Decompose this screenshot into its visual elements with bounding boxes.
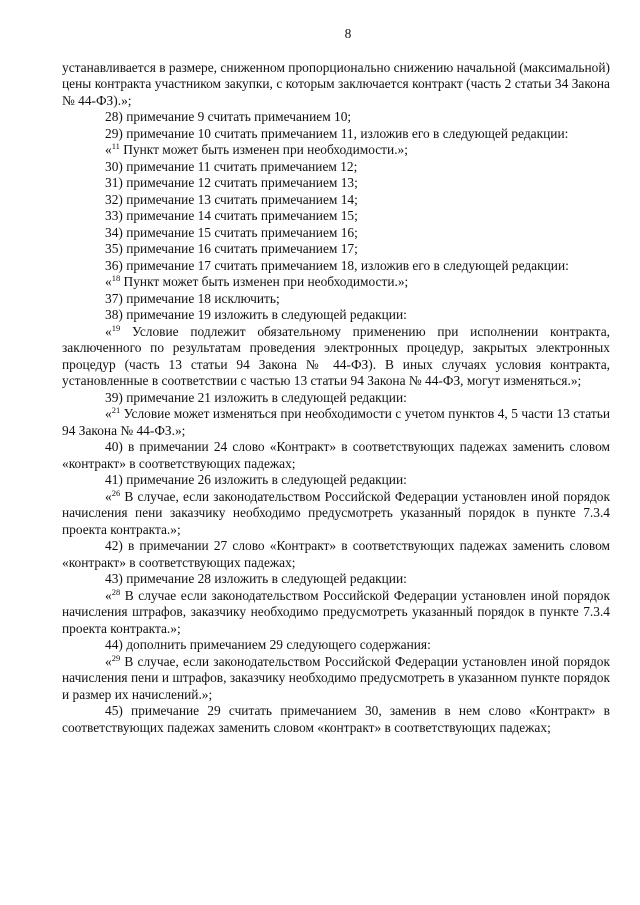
paragraph	[62, 175, 610, 192]
paragraph	[62, 406, 610, 439]
paragraph-text: Пункт может быть изменен при необходимости.»;	[119, 142, 408, 157]
paragraph	[62, 489, 610, 539]
paragraph-text: 42) в примечании 27 слово «Контракт» в соответствующих падежах заменить словом «контракт» в соответствующих падежах;	[62, 538, 610, 570]
quote-open: «	[105, 274, 112, 289]
paragraph-text: 34) примечание 15 считать примечанием 16;	[105, 224, 358, 240]
footnote-number: 29	[111, 652, 121, 663]
paragraph	[62, 208, 610, 225]
paragraph	[62, 588, 610, 638]
paragraph-text: 39) примечание 21 изложить в следующей редакции:	[105, 389, 407, 405]
paragraph-text: устанавливается в размере, сниженном пропорционально снижению начальной (максимальной) цены контракта участником закупки, с которым заключается контракт (часть 2 статьи 34 Закона № 44-ФЗ).»;	[62, 59, 610, 108]
paragraph-text: 36) примечание 17 считать примечанием 18, изложив его в следующей редакции:	[105, 257, 569, 273]
footnote-number: 28	[111, 586, 121, 597]
quote-open: «	[105, 406, 112, 421]
paragraph	[62, 324, 610, 390]
quote-open: «	[105, 142, 112, 157]
paragraph	[62, 225, 610, 242]
paragraph-text: 37) примечание 18 исключить;	[105, 290, 280, 306]
paragraph	[62, 159, 610, 176]
paragraph-text: 35) примечание 16 считать примечанием 17;	[105, 241, 358, 256]
footnote-number: 26	[111, 487, 121, 498]
paragraph-text: 33) примечание 14 считать примечанием 15;	[105, 208, 358, 223]
paragraph-text: 43) примечание 28 изложить в следующей редакции:	[105, 571, 407, 586]
document-body	[62, 60, 610, 737]
paragraph	[62, 538, 610, 571]
paragraph	[62, 142, 610, 159]
footnote-number: 18	[111, 273, 121, 283]
quote-open: «	[105, 323, 112, 339]
paragraph-text: 29) примечание 10 считать примечанием 11, изложив его в следующей редакции:	[105, 125, 569, 141]
paragraph-text: Пункт может быть изменен при необходимости.»;	[120, 274, 409, 289]
paragraph	[62, 637, 610, 654]
paragraph-text: В случае, если законодательством Российской Федерации установлен иной порядок начисления пени заказчику необходимо предусмотреть указанный порядок в пункте 7.3.4 проекта контракта.»;	[62, 488, 610, 537]
quote-open: «	[105, 653, 112, 669]
paragraph	[62, 390, 610, 407]
paragraph	[62, 60, 610, 110]
page-number: 8	[344, 26, 352, 41]
paragraph	[62, 291, 610, 308]
paragraph	[62, 307, 610, 324]
paragraph	[62, 258, 610, 275]
paragraph-text: 28) примечание 9 считать примечанием 10;	[105, 109, 352, 124]
paragraph-text: 41) примечание 26 изложить в следующей редакции:	[105, 472, 407, 487]
paragraph	[62, 241, 610, 258]
paragraph-text: 32) примечание 13 считать примечанием 14;	[105, 191, 358, 207]
paragraph	[62, 109, 610, 126]
footnote-number: 19	[111, 322, 121, 333]
paragraph-text: 38) примечание 19 изложить в следующей редакции:	[105, 307, 407, 322]
paragraph-text: 40) в примечании 24 слово «Контракт» в соответствующих падежах заменить словом «контракт» в соответствующих падежах;	[62, 439, 610, 471]
paragraph	[62, 472, 610, 489]
paragraph-text: В случае если законодательством Российской Федерации установлен иной порядок начисления штрафов, заказчику необходимо предусмотреть указанный порядок в пункте 7.3.4 проекта контракта.»;	[62, 587, 610, 636]
paragraph-text: 31) примечание 12 считать примечанием 13;	[105, 175, 358, 190]
paragraph	[62, 126, 610, 143]
paragraph	[62, 571, 610, 588]
paragraph	[62, 703, 610, 736]
paragraph-text: 44) дополнить примечанием 29 следующего содержания:	[105, 637, 431, 652]
paragraph	[62, 274, 610, 291]
paragraph-text: Условие подлежит обязательному применению при исполнении контракта, заключенного по результатам проведения электронных процедур, закрытых электронных процедур (часть 13 статьи 94 Закона № 44-ФЗ). В иных случаях условия контракта, установленные в соответствии с частью 13 статьи 94 Закона № 44-ФЗ, могут изменяться.»;	[62, 323, 610, 388]
quote-open: «	[105, 488, 112, 504]
paragraph	[62, 654, 610, 704]
paragraph-text: Условие может изменяться при необходимости с учетом пунктов 4, 5 части 13 статьи 94 Закона № 44-ФЗ.»;	[62, 406, 610, 438]
footnote-number: 11	[111, 141, 120, 151]
footnote-number: 21	[111, 405, 121, 415]
paragraph-text: 30) примечание 11 считать примечанием 12;	[105, 158, 358, 174]
quote-open: «	[105, 587, 112, 603]
paragraph	[62, 192, 610, 209]
paragraph-text: 45) примечание 29 считать примечанием 30, заменив в нем слово «Контракт» в соответствующих падежах заменить словом «контракт» в соответствующих падежах;	[62, 703, 610, 735]
paragraph-text: В случае, если законодательством Российской Федерации установлен иной порядок начисления пени и штрафов, заказчику необходимо предусмотреть в указанном пункте порядок и размер их начислений.»;	[62, 653, 610, 702]
paragraph	[62, 439, 610, 472]
